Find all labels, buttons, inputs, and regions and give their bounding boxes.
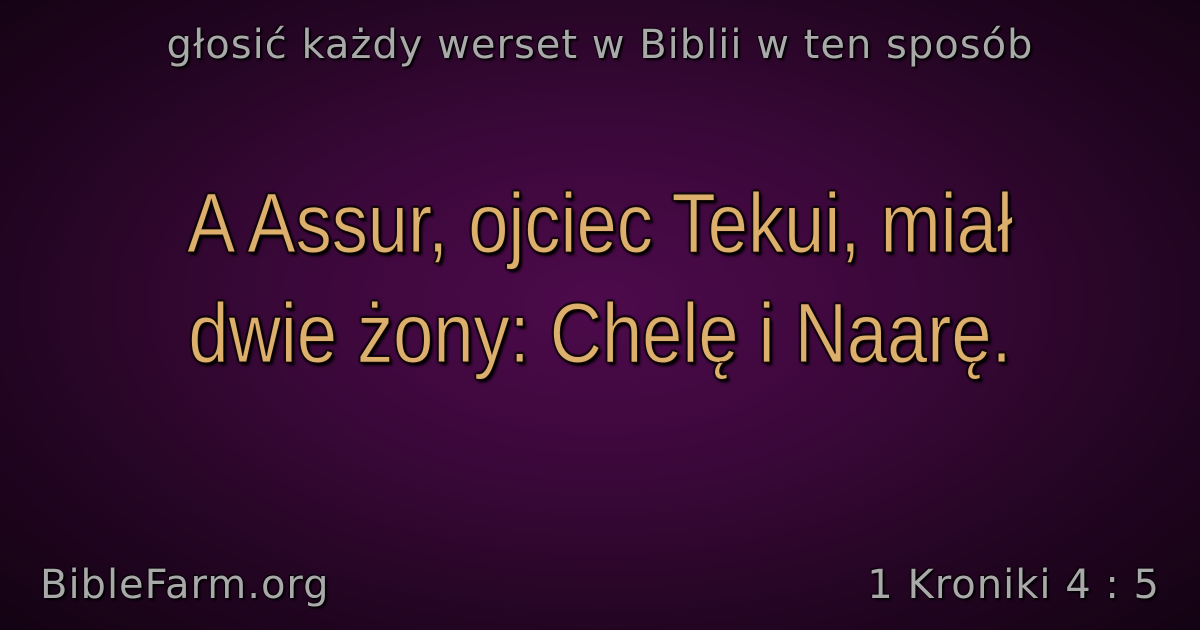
site-brand: BibleFarm.org [40,562,330,608]
verse-reference: 1 Kroniki 4 : 5 [867,562,1160,608]
tagline: głosić każdy werset w Biblii w ten sposób [166,22,1034,68]
verse-line-1: A Assur, ojciec Tekui, miał [187,176,1013,270]
verse-line-2: dwie żony: Chelę i Naarę. [188,286,1012,380]
verse-text [118,168,1081,388]
